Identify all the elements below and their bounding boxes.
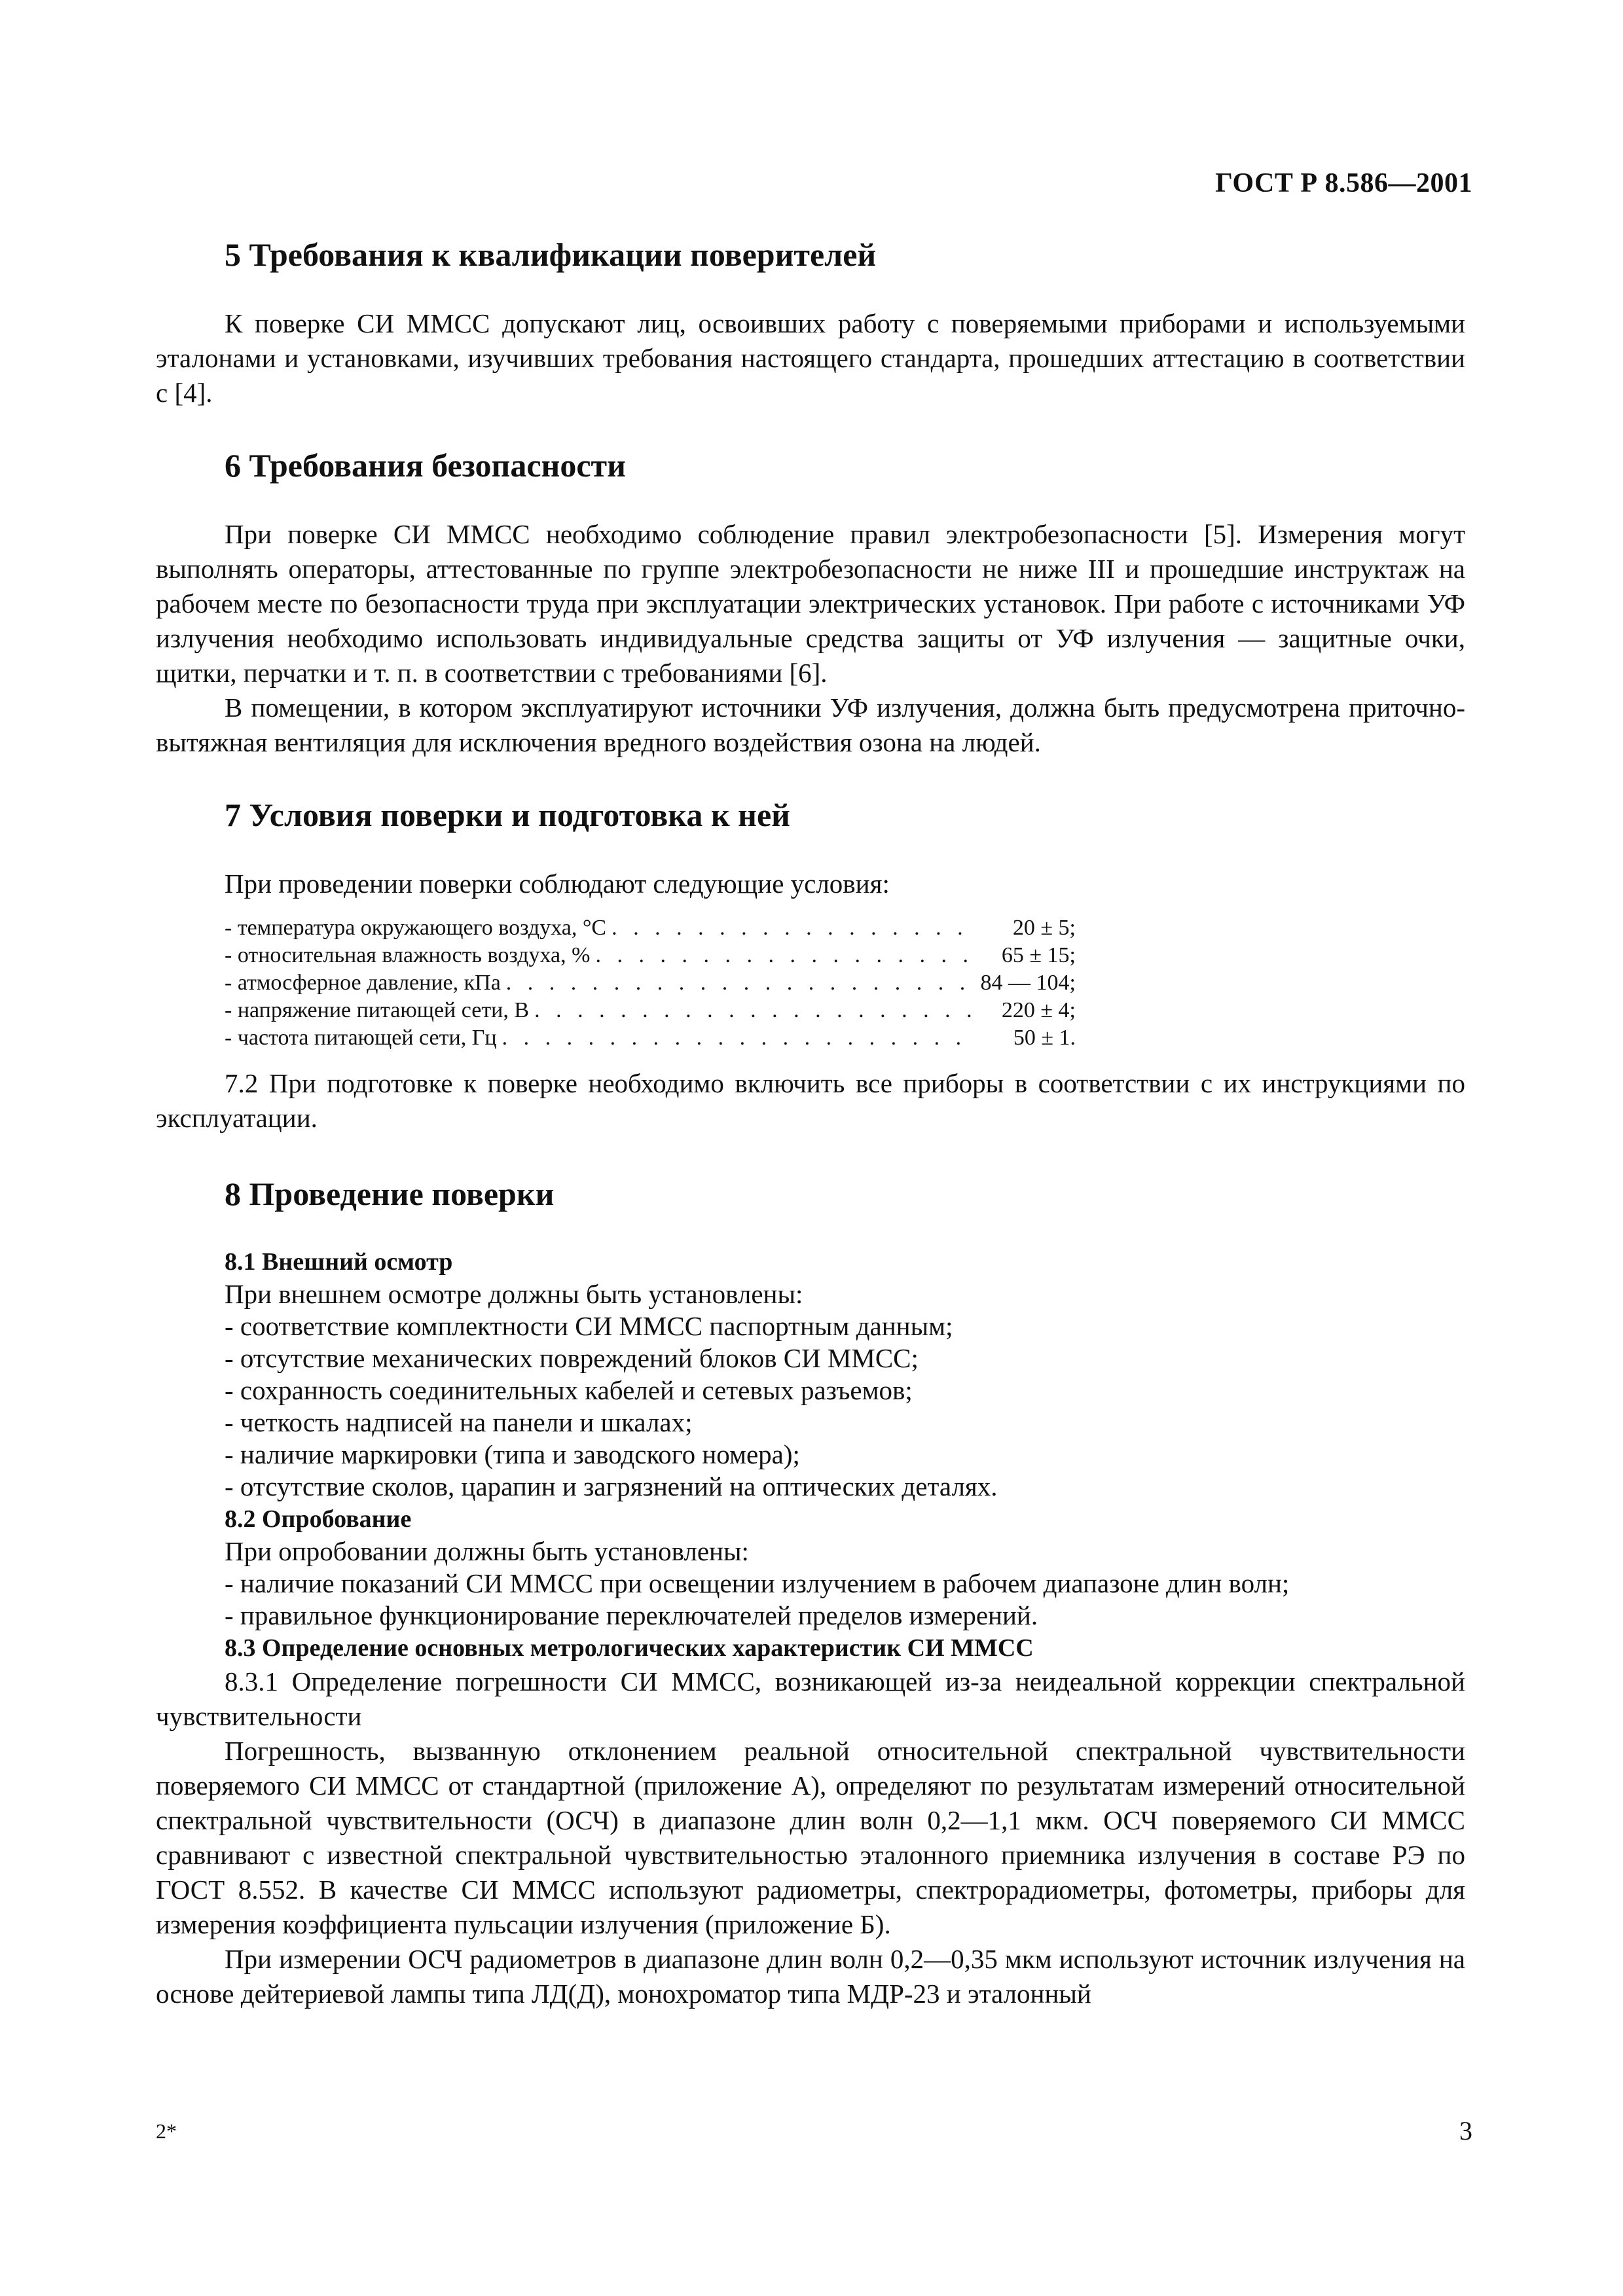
section-7-intro: При проведении поверки соблюдают следующие условия:: [225, 869, 890, 899]
footer-signature-mark: 2*: [156, 2119, 177, 2143]
subsection-8-3-heading: 8.3 Определение основных метрологических характеристик СИ ММСС: [225, 1634, 1034, 1662]
dot-leader: [529, 997, 971, 1024]
condition-value: 220 ± 4;: [1001, 998, 1076, 1022]
subsection-8-2-intro: При опробовании должны быть установлены:: [225, 1536, 749, 1566]
list-item: - соответствие комплектности СИ ММСС паспортным данным;: [225, 1311, 953, 1341]
document-code: ГОСТ Р 8.586—2001: [1215, 168, 1472, 198]
section-7-2-paragraph: 7.2 При подготовке к поверке необходимо включить все приборы в соответствии с их инструкциями по эксплуатации.: [156, 1068, 1465, 1133]
section-5-paragraph: К поверке СИ ММСС допускают лиц, освоивших работу с поверяемыми приборами и используемыми эталонами и установками, изучивших требования настоящего стандарта, прошедших аттестацию в соответствии с [4].: [156, 308, 1465, 408]
dot-leader: [590, 942, 971, 969]
paragraph-8-3-1: 8.3.1 Определение погрешности СИ ММСС, возникающей из-за неидеальной коррекции спектральной чувствительности: [156, 1666, 1465, 1731]
conditions-list: [225, 914, 1076, 1052]
condition-value: 20 ± 5;: [1012, 916, 1076, 940]
condition-label: - частота питающей сети, Гц: [225, 1026, 497, 1050]
section-7-heading: 7 Условия поверки и подготовка к ней: [225, 797, 790, 833]
section-6-paragraph-1: При поверке СИ ММСС необходимо соблюдение правил электробезопасности [5]. Измерения могут выполнять операторы, аттестованные по группе электробезопасности не ниже III и прошедшие инструктаж на рабочем месте по безопасности труда при эксплуатации электрических установок. При работе с источниками УФ излучения необходимо использовать индивидуальные средства защиты от УФ излучения — защитные очки, щитки, перчатки и т. п. в соответствии с требованиями [6].: [156, 519, 1465, 688]
list-item: - отсутствие механических повреждений блоков СИ ММСС;: [225, 1343, 919, 1373]
condition-label: - относительная влажность воздуха, %: [225, 943, 591, 967]
paragraph-8-3-1-continued: При измерении ОСЧ радиометров в диапазоне длин волн 0,2—0,35 мкм используют источник излучения на основе дейтериевой лампы типа ЛД(Д), монохроматор типа МДР-23 и эталонный: [156, 1944, 1465, 2009]
list-item: - наличие маркировки (типа и заводского номера);: [225, 1439, 800, 1469]
list-item: - сохранность соединительных кабелей и сетевых разъемов;: [225, 1375, 913, 1405]
page-number: 3: [1459, 2116, 1472, 2145]
section-8-heading: 8 Проведение поверки: [225, 1175, 555, 1212]
condition-value: 50 ± 1.: [1013, 1026, 1076, 1050]
list-item: - правильное функционирование переключателей пределов измерений.: [225, 1600, 1038, 1630]
section-5-heading: 5 Требования к квалификации поверителей: [225, 236, 877, 273]
list-item: - наличие показаний СИ ММСС при освещении излучением в рабочем диапазоне длин волн;: [225, 1568, 1290, 1598]
condition-label: - температура окружающего воздуха, °С: [225, 916, 607, 940]
paragraph-8-3-1-body: Погрешность, вызванную отклонением реальной относительной спектральной чувствительности поверяемого СИ ММСС от стандартной (приложение А), определяют по результатам измерений относительной спектральной чувствительности (ОСЧ) в диапазоне длин волн 0,2—1,1 мкм. ОСЧ поверяемого СИ ММСС сравнивают с известной спектральной чувствительностью эталонного приемника излучения в составе РЭ по ГОСТ 8.552. В качестве СИ ММСС используют радиометры, спектрорадиометры, фотометры, приборы для измерения коэффициента пульсации излучения (приложение Б).: [156, 1736, 1465, 1939]
subsection-8-2-heading: 8.2 Опробование: [225, 1505, 412, 1533]
condition-row: [225, 914, 1076, 942]
dot-leader: [606, 914, 971, 942]
dot-leader: [497, 1024, 971, 1052]
condition-value: 65 ± 15;: [1001, 943, 1076, 967]
condition-row: [225, 942, 1076, 969]
condition-value: 84 — 104;: [980, 971, 1076, 995]
list-item: - отсутствие сколов, царапин и загрязнений на оптических деталях.: [225, 1471, 998, 1501]
dot-leader: [501, 969, 971, 997]
subsection-8-1-heading: 8.1 Внешний осмотр: [225, 1248, 453, 1276]
condition-row: [225, 969, 1076, 997]
condition-label: - напряжение питающей сети, В: [225, 998, 530, 1022]
condition-label: - атмосферное давление, кПа: [225, 971, 501, 995]
section-6-heading: 6 Требования безопасности: [225, 447, 626, 484]
list-item: - четкость надписей на панели и шкалах;: [225, 1407, 693, 1437]
section-6-paragraph-2: В помещении, в котором эксплуатируют источники УФ излучения, должна быть предусмотрена приточно-вытяжная вентиляция для исключения вредного воздействия озона на людей.: [156, 692, 1465, 757]
condition-row: [225, 1024, 1076, 1052]
subsection-8-1-intro: При внешнем осмотре должны быть установлены:: [225, 1279, 803, 1309]
page-content: [156, 236, 1465, 2011]
condition-row: [225, 997, 1076, 1024]
